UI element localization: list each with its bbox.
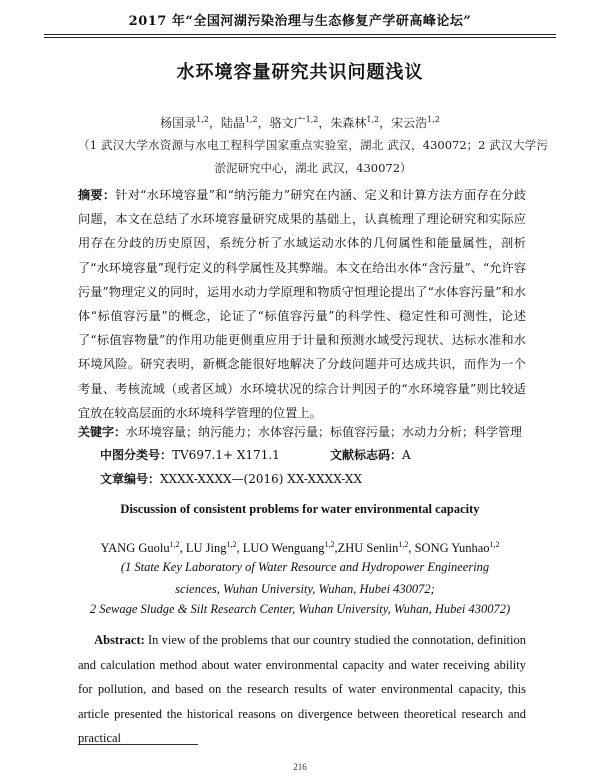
en-author-name: YANG Guolu xyxy=(100,541,170,556)
keywords-label: 关键字： xyxy=(78,425,127,439)
abstract-text: 针对“水环境容量”和“纳污能力”研究在内涵、定义和计算方法方面存在分歧问题，本文在总结了水环境容量研究成果的基础上，认真梳理了理论研究和实际应用存在分歧的历史原因，系统分析了水域运动水体的几何属性和能量属性，剖析了“水环境容量”现行定义的科学属性及其弊端。本文在给出水体“含污量”、“允许容污量”物理定义的同时，运用水动力学原理和物质守恒理论提出了“水体容污量”和水体“标值容污量”的概念，论证了“标值容污量”的科学性、稳定性和可测性，论述了“标值容物量”的作用功能更侧重应用于计量和预测水域受污现状、达标水准和水环境风险。研究表明，新概念能很好地解决了分歧问题并可达成共识，而作为一个考量、考核流域（或者区域）水环境状况的综合计判因子的“水环境容量”则比较适宜放在较高层面的水环境科学管理的位置上。 xyxy=(78,188,526,420)
cn-author-affil-marker: 1,2 xyxy=(427,115,440,124)
cn-author-name: 朱森林 xyxy=(330,116,367,130)
cn-author-name: 陆晶 xyxy=(220,116,245,130)
en-author-separator: , xyxy=(408,541,415,556)
conference-header: 2017 年“全国河湖污染治理与生态修复产学研高峰论坛” xyxy=(128,14,472,29)
cn-author-separator: ， xyxy=(208,116,221,130)
cn-author-affil-marker: 1,2 xyxy=(196,115,209,124)
article-number-value: XXXX-XXXX—(2016) XX-XXXX-XX xyxy=(160,472,363,486)
classification-value: TV697.1+ X171.1 xyxy=(172,448,280,462)
classification-code xyxy=(100,446,280,463)
en-author-name: LU Jing xyxy=(185,541,227,556)
paper-title: 水环境容量研究共识问题浅议 xyxy=(176,62,424,83)
english-author-list xyxy=(0,540,600,556)
cn-author-affil-marker: 1,2 xyxy=(366,115,380,124)
english-title: Discussion of consistent problems for water environmental capacity xyxy=(120,502,480,516)
abstract-chinese xyxy=(78,183,526,425)
author-list xyxy=(0,114,600,131)
article-number-label: 文章编号： xyxy=(100,472,161,486)
header-rule-double xyxy=(44,37,556,38)
abstract-english xyxy=(78,628,526,751)
classification-label: 中图分类号： xyxy=(100,448,173,462)
en-author-name: SONG Yunhao xyxy=(414,541,490,556)
article-number xyxy=(100,470,362,487)
en-author-affil-marker: 1,2 xyxy=(169,540,180,549)
cn-author-name: 杨国录 xyxy=(160,116,197,130)
english-affiliation-1: (1 State Key Laboratory of Water Resource and Hydropower Engineering sciences, Wuhan University, Wuhan, Hubei 430072; xyxy=(120,560,490,596)
cn-author-name: 宋云浩 xyxy=(391,116,428,130)
cn-author-separator: ， xyxy=(379,116,392,130)
en-author-affil-marker: 1,2 xyxy=(489,540,500,549)
cn-author-name: 骆文广 xyxy=(269,116,306,130)
english-affiliation-2: 2 Sewage Sludge & Silt Research Center, Wuhan University, Wuhan, Hubei 430072) xyxy=(89,602,511,616)
english-abstract-text: In view of the problems that our country studied the connotation, definition and calculation method about water environmental capacity and water receiving ability for pollution, and based on the research results of water environmental capacity, this article presented the historical reasons on divergence between theoretical research and practical xyxy=(78,633,527,745)
en-author-name: LUO Wenguang xyxy=(242,541,325,556)
page-number: 216 xyxy=(293,762,307,772)
en-author-separator: , xyxy=(179,541,186,556)
cn-author-separator: ， xyxy=(318,116,331,130)
english-abstract-label: Abstract: xyxy=(94,633,145,647)
abstract-label: 摘要： xyxy=(78,188,116,202)
footnote-rule xyxy=(78,744,198,745)
cn-author-affil-marker: 1,2 xyxy=(244,115,258,124)
document-code xyxy=(330,446,411,463)
keywords xyxy=(78,422,538,442)
en-author-name: ZHU Senlin xyxy=(337,541,399,556)
en-author-separator: , xyxy=(334,541,338,556)
en-author-affil-marker: 1,2 xyxy=(226,540,237,549)
cn-author-separator: ， xyxy=(257,116,270,130)
cn-author-affil-marker: 1,2 xyxy=(305,115,319,124)
document-code-value: A xyxy=(402,448,411,462)
author-affiliation: （1 武汉大学水资源与水电工程科学国家重点实验室，湖北 武汉，430072；2 武汉大学污淤泥研究中心，湖北 武汉，430072） xyxy=(78,138,548,175)
keywords-text: 水环境容量；纳污能力；水体容污量；标值容污量；水动力分析；科学管理 xyxy=(126,425,523,439)
header-rule xyxy=(44,34,556,35)
document-code-label: 文献标志码： xyxy=(330,448,403,462)
en-author-affil-marker: 1,2 xyxy=(398,540,409,549)
en-author-affil-marker: 1,2 xyxy=(324,540,335,549)
en-author-separator: , xyxy=(236,541,243,556)
